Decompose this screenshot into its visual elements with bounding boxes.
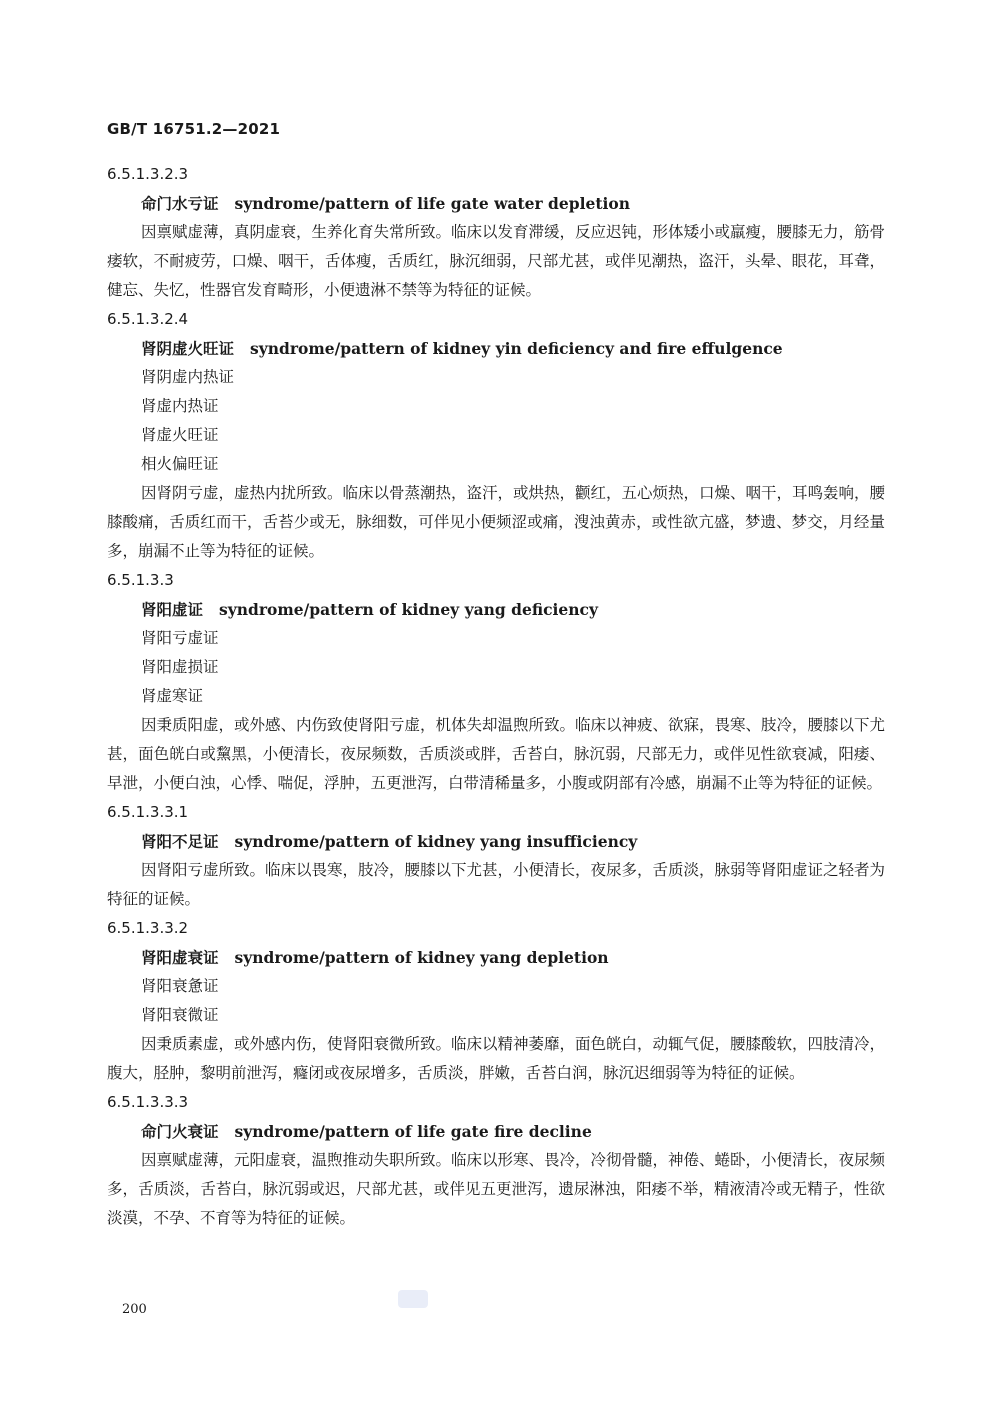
- entry: [107, 798, 885, 914]
- term-chinese: 肾阳虚证: [141, 601, 204, 619]
- synonym: 肾虚火旺证: [141, 426, 219, 444]
- section-number: 6.5.1.3.3.3: [107, 1093, 189, 1111]
- term-heading: [107, 189, 885, 218]
- synonym: 肾阳衰惫证: [141, 977, 219, 995]
- synonym: 肾阳亏虚证: [141, 629, 219, 647]
- definition: 因肾阴亏虚，虚热内扰所致。临床以骨蒸潮热，盗汗，或烘热，颧红，五心烦热，口燥、咽干，耳鸣轰响，腰膝酸痛，舌质红而干，舌苔少或无，脉细数，可伴见小便频涩或痛，溲浊黄赤，或性欲亢盛，梦遗、梦交，月经量多，崩漏不止等为特征的证候。: [107, 484, 886, 560]
- standard-number-header: GB/T 16751.2—2021: [107, 120, 281, 138]
- watermark-mark: [398, 1290, 428, 1308]
- section-number: 6.5.1.3.2.3: [107, 165, 189, 183]
- term-chinese: 命门火衰证: [141, 1123, 219, 1141]
- term-english: syndrome/pattern of kidney yang deficiency: [219, 600, 599, 619]
- term-chinese: 肾阳不足证: [141, 833, 219, 851]
- definition: 因秉质素虚，或外感内伤，使肾阳衰微所致。临床以精神萎靡，面色㿠白，动辄气促，腰膝酸软，四肢清冷，腹大，胫肿，黎明前泄泻，癃闭或夜尿增多，舌质淡，胖嫩，舌苔白润，脉沉迟细弱等为特征的证候。: [107, 1035, 886, 1082]
- entry: [107, 1088, 885, 1233]
- term-english: syndrome/pattern of life gate fire decline: [234, 1122, 592, 1141]
- term-chinese: 命门水亏证: [141, 195, 219, 213]
- synonym: 肾虚内热证: [141, 397, 219, 415]
- term-english: syndrome/pattern of kidney yang insufficiency: [234, 832, 638, 851]
- page-number: 200: [122, 1302, 147, 1317]
- entry: [107, 160, 885, 305]
- synonym: 肾虚寒证: [141, 687, 204, 705]
- synonym: 相火偏旺证: [141, 455, 219, 473]
- term-chinese: 肾阳虚衰证: [141, 949, 219, 967]
- definition: 因禀赋虚薄，元阳虚衰，温煦推动失职所致。临床以形寒、畏冷，冷彻骨髓，神倦、蜷卧，小便清长，夜尿频多，舌质淡，舌苔白，脉沉弱或迟，尺部尤甚，或伴见五更泄泻，遗尿淋浊，阳痿不举，精液清冷或无精子，性欲淡漠，不孕、不育等为特征的证候。: [107, 1151, 886, 1227]
- term-heading: [107, 943, 885, 972]
- section-number: 6.5.1.3.3.2: [107, 919, 189, 937]
- term-english: syndrome/pattern of kidney yang depletion: [234, 948, 609, 967]
- term-english: syndrome/pattern of kidney yin deficiency and fire effulgence: [250, 339, 783, 358]
- term-english: syndrome/pattern of life gate water depletion: [234, 194, 630, 213]
- section-number: 6.5.1.3.3.1: [107, 803, 189, 821]
- section-number: 6.5.1.3.2.4: [107, 310, 189, 328]
- synonym: 肾阳虚损证: [141, 658, 219, 676]
- definition: 因肾阳亏虚所致。临床以畏寒，肢冷，腰膝以下尤甚，小便清长，夜尿多，舌质淡，脉弱等肾阳虚证之轻者为特征的证候。: [107, 861, 886, 908]
- synonym: 肾阳衰微证: [141, 1006, 219, 1024]
- term-heading: [107, 1117, 885, 1146]
- definition: 因秉质阳虚，或外感、内伤致使肾阳亏虚，机体失却温煦所致。临床以神疲、欲寐，畏寒、肢冷，腰膝以下尤甚，面色㿠白或黧黑，小便清长，夜尿频数，舌质淡或胖，舌苔白，脉沉弱，尺部无力，或伴见性欲衰减，阳痿、早泄，小便白浊，心悸、喘促，浮肿，五更泄泻，白带清稀量多，小腹或阴部有冷感，崩漏不止等为特征的证候。: [107, 716, 886, 792]
- synonym: 肾阴虚内热证: [141, 368, 235, 386]
- entry: [107, 566, 885, 798]
- section-number: 6.5.1.3.3: [107, 571, 174, 589]
- term-heading: [107, 595, 885, 624]
- entry: [107, 914, 885, 1088]
- term-heading: [107, 334, 885, 363]
- entries-container: [107, 160, 885, 1233]
- term-chinese: 肾阴虚火旺证: [141, 340, 235, 358]
- entry: [107, 305, 885, 566]
- term-heading: [107, 827, 885, 856]
- definition: 因禀赋虚薄，真阴虚衰，生养化育失常所致。临床以发育滞缓，反应迟钝，形体矮小或羸瘦，腰膝无力，筋骨痿软，不耐疲劳，口燥、咽干，舌体瘦，舌质红，脉沉细弱，尺部尤甚，或伴见潮热，盗汗，头晕、眼花，耳聋，健忘、失忆，性器官发育畸形，小便遗淋不禁等为特征的证候。: [107, 223, 886, 299]
